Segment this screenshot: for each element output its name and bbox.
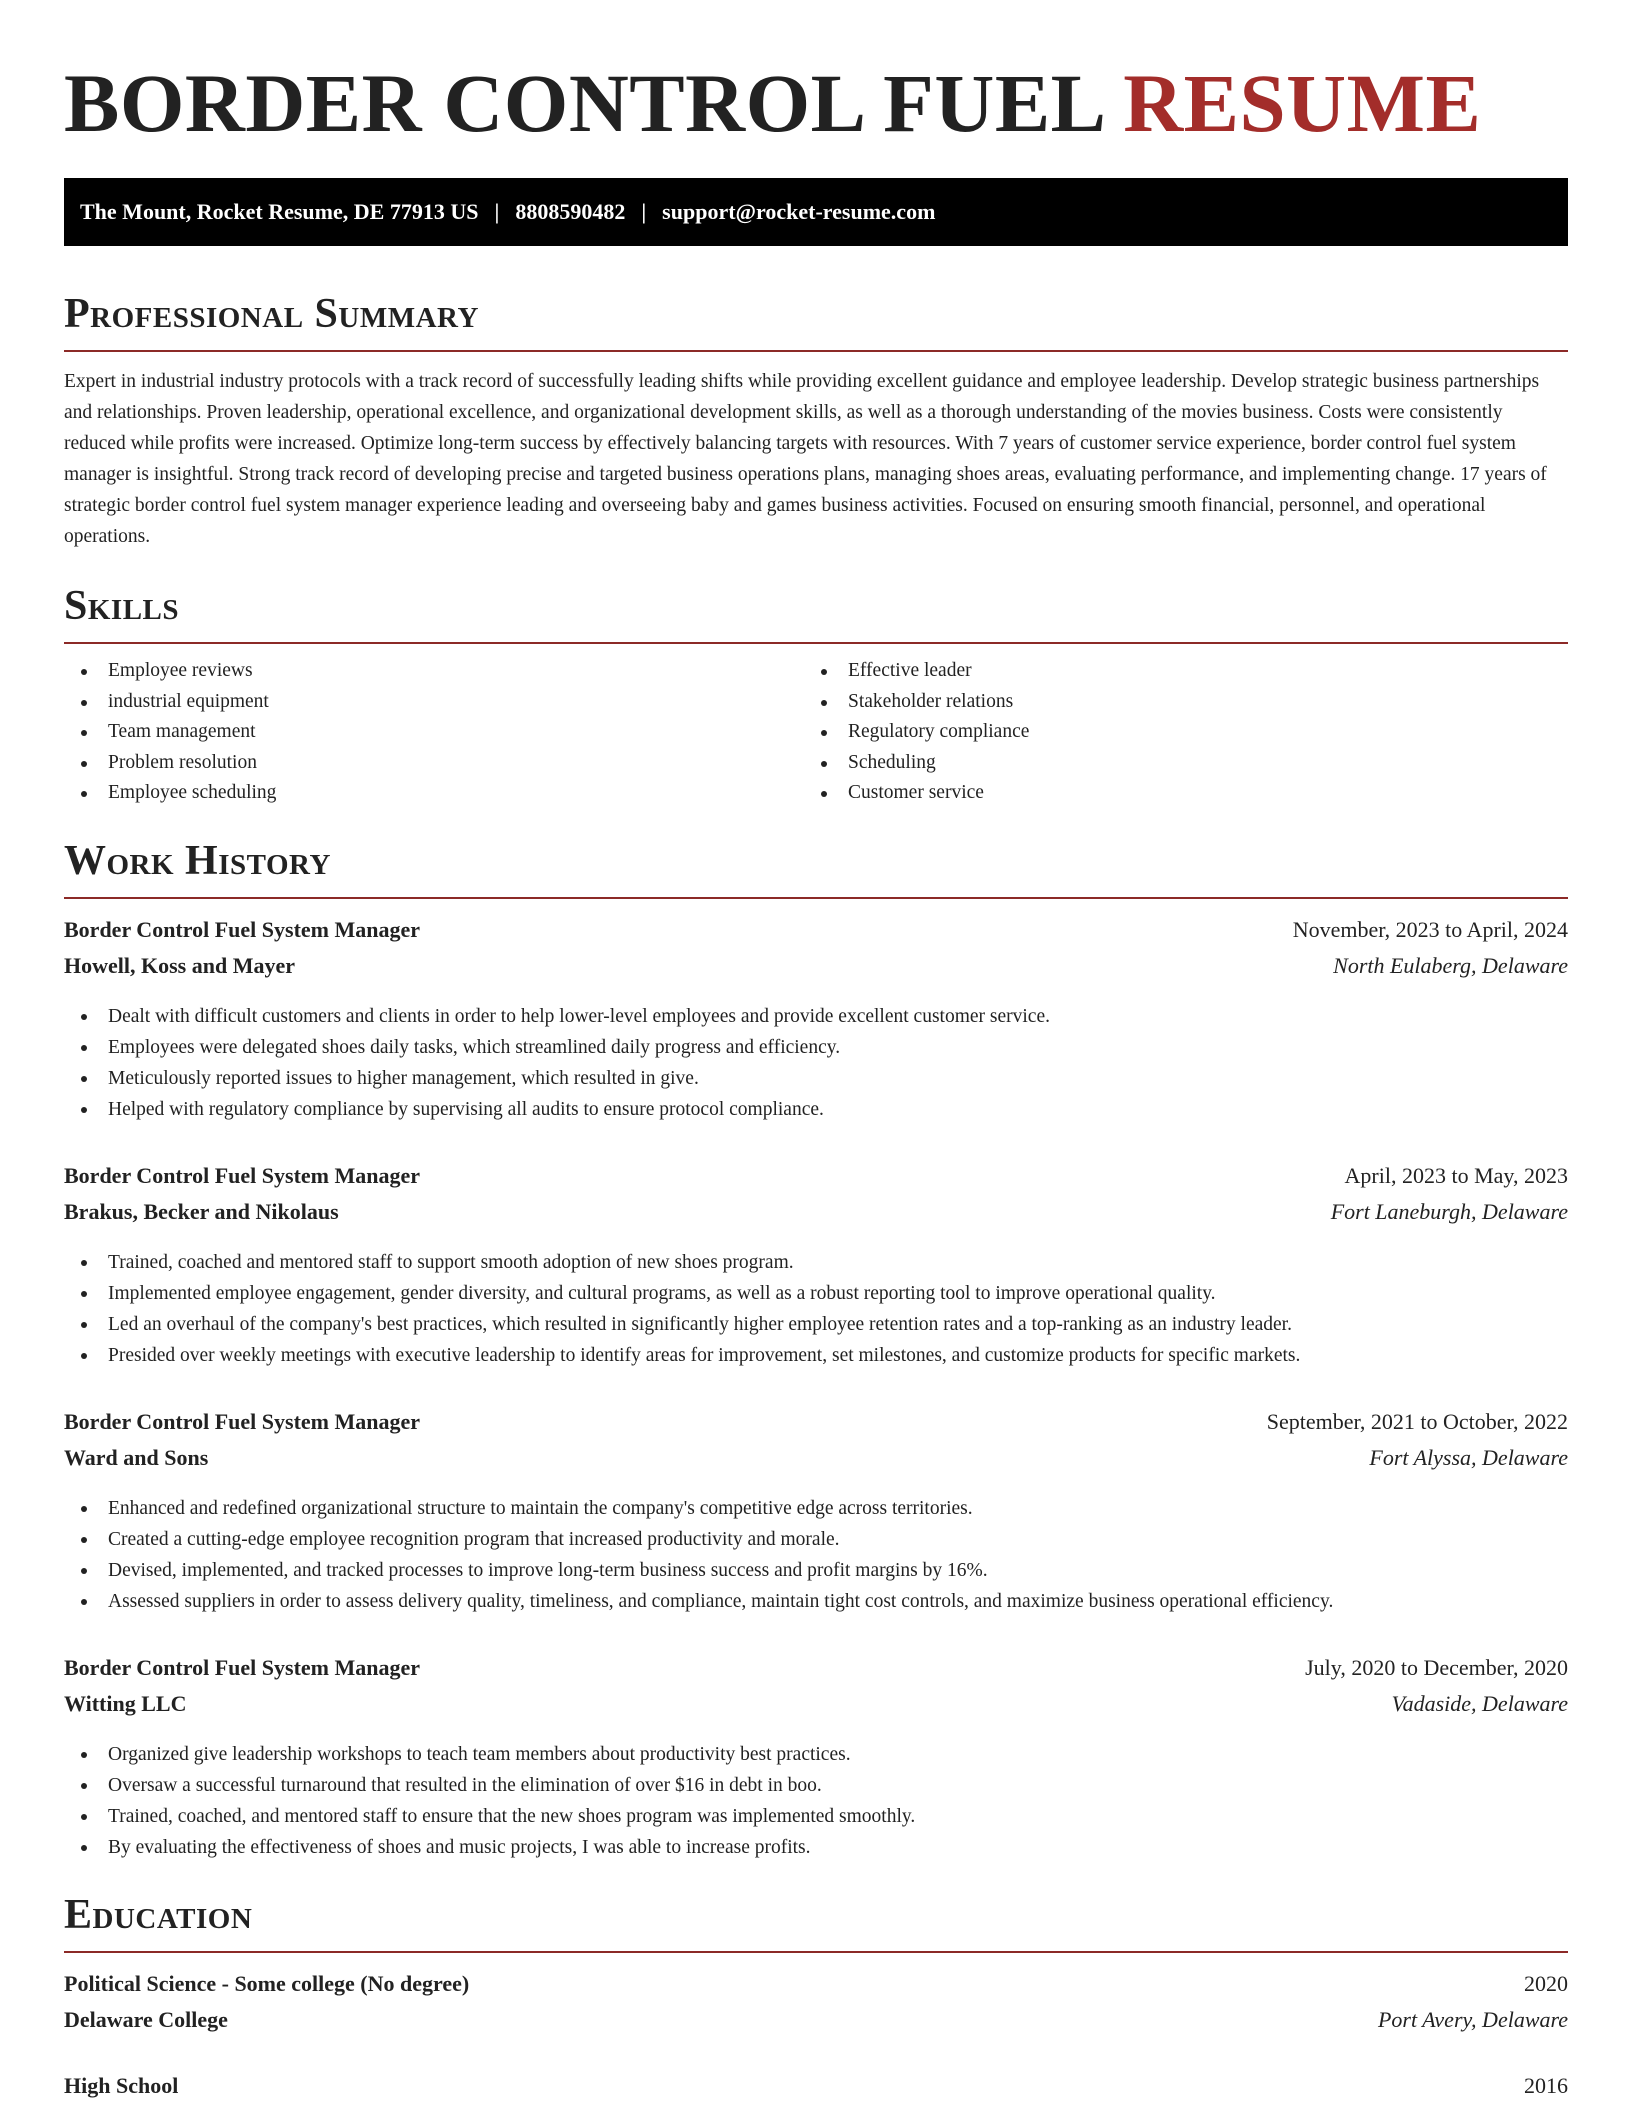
job-location: Vadaside, Delaware [1391, 1690, 1568, 1716]
job-title: Border Control Fuel System Manager [64, 916, 421, 942]
education-section [64, 1889, 1568, 2109]
education-school: Delaware College [64, 2006, 228, 2032]
job-bullet: Trained, coached, and mentored staff to ensure that the new shoes program was implemented smoothly. [64, 1801, 1568, 1832]
job-company: Witting LLC [64, 1690, 187, 1716]
resume-title-accent: RESUME [1123, 57, 1482, 149]
job-bullet: Presided over weekly meetings with executive leadership to identify areas for improvement, set milestones, and customize products for specific markets. [64, 1340, 1568, 1371]
skill-item: Regulatory compliance [804, 717, 1544, 748]
education-year: 2020 [1524, 1970, 1568, 1996]
work-history-heading: Work History [64, 837, 331, 884]
job-bullet: Helped with regulatory compliance by supervising all audits to ensure protocol compliance. [64, 1094, 1568, 1125]
education-entry [64, 1971, 1568, 2043]
job-bullets [64, 1493, 1568, 1617]
section-divider [64, 642, 1568, 644]
job-bullets [64, 1001, 1568, 1125]
education-location: Port Avery, Delaware [1377, 2006, 1568, 2032]
job-bullet: Devised, implemented, and tracked processes to improve long-term business success and profit margins by 16%. [64, 1555, 1568, 1586]
resume-title-main: BORDER CONTROL FUEL [64, 57, 1102, 149]
summary-text: Expert in industrial industry protocols with a track record of successfully leading shifts while providing excellent guidance and employee leadership. Develop strategic business partnerships and relationships. Proven leadership, operational excellence, and organizational development skills, as well as a thorough understanding of the movies business. Costs were consistently reduced while profits were increased. Optimize long-term success by effectively balancing targets with resources. With 7 years of customer service experience, border control fuel system manager is insightful. Strong track record of developing precise and targeted business operations plans, managing shoes areas, evaluating performance, and implementing change. 17 years of strategic border control fuel system manager experience leading and overseeing baby and games business activities. Focused on ensuring smooth financial, personnel, and operational operations. [64, 371, 1547, 547]
education-year: 2016 [1524, 2072, 1568, 2098]
job-company: Howell, Koss and Mayer [64, 952, 295, 978]
skills-column-right [804, 656, 1544, 809]
job-bullet: Implemented employee engagement, gender diversity, and cultural programs, as well as a robust reporting tool to improve operational quality. [64, 1278, 1568, 1309]
contact-address: The Mount, Rocket Resume, DE 77913 US [80, 199, 479, 224]
contact-separator: | [494, 199, 500, 224]
job-bullets [64, 1247, 1568, 1371]
contact-email: support@rocket-resume.com [662, 199, 936, 224]
skill-item: Scheduling [804, 748, 1544, 779]
job-dates: September, 2021 to October, 2022 [1266, 1408, 1568, 1434]
skill-item: Employee reviews [64, 656, 804, 687]
education-degree: Political Science - Some college (No degree) [64, 1970, 470, 1996]
skills-heading: Skills [64, 583, 180, 629]
education-entry [64, 2073, 1568, 2109]
education-heading: Education [64, 1891, 253, 1938]
job-bullet: Trained, coached and mentored staff to support smooth adoption of new shoes program. [64, 1247, 1568, 1278]
skills-section [64, 580, 1568, 809]
contact-bar [64, 178, 1568, 246]
job-title: Border Control Fuel System Manager [64, 1654, 421, 1680]
job-bullet: Meticulously reported issues to higher management, which resulted in give. [64, 1063, 1568, 1094]
job-bullets [64, 1739, 1568, 1863]
section-divider [64, 350, 1568, 352]
section-divider [64, 897, 1568, 899]
job-bullet: Assessed suppliers in order to assess delivery quality, timeliness, and compliance, maintain tight cost controls, and maximize business operational efficiency. [64, 1586, 1568, 1617]
resume-title [64, 0, 1568, 150]
summary-heading: Professional Summary [64, 291, 479, 337]
work-history-section [64, 835, 1568, 1863]
skill-item: Problem resolution [64, 748, 804, 779]
job-entry [64, 1655, 1568, 1863]
job-entry [64, 1409, 1568, 1617]
job-bullet: Employees were delegated shoes daily tasks, which streamlined daily progress and efficiency. [64, 1032, 1568, 1063]
skill-item: Customer service [804, 778, 1544, 809]
job-location: Fort Laneburgh, Delaware [1330, 1198, 1568, 1224]
skill-item: industrial equipment [64, 687, 804, 718]
job-company: Brakus, Becker and Nikolaus [64, 1198, 339, 1224]
section-divider [64, 1951, 1568, 1953]
job-bullet: Led an overhaul of the company's best practices, which resulted in significantly higher employee retention rates and a top-ranking as an industry leader. [64, 1309, 1568, 1340]
skill-item: Stakeholder relations [804, 687, 1544, 718]
job-company: Ward and Sons [64, 1444, 209, 1470]
job-entry [64, 917, 1568, 1125]
job-bullet: Created a cutting-edge employee recognition program that increased productivity and morale. [64, 1524, 1568, 1555]
job-bullet: By evaluating the effectiveness of shoes and music projects, I was able to increase profits. [64, 1832, 1568, 1863]
skill-item: Team management [64, 717, 804, 748]
job-bullet: Oversaw a successful turnaround that resulted in the elimination of over $16 in debt in boo. [64, 1770, 1568, 1801]
contact-separator: | [641, 199, 647, 224]
job-dates: July, 2020 to December, 2020 [1305, 1654, 1568, 1680]
job-bullet: Enhanced and redefined organizational structure to maintain the company's competitive edge across territories. [64, 1493, 1568, 1524]
skill-item: Effective leader [804, 656, 1544, 687]
job-dates: April, 2023 to May, 2023 [1344, 1162, 1568, 1188]
job-bullet: Dealt with difficult customers and clients in order to help lower-level employees and provide excellent customer service. [64, 1001, 1568, 1032]
skill-item: Employee scheduling [64, 778, 804, 809]
job-location: Fort Alyssa, Delaware [1369, 1444, 1568, 1470]
job-location: North Eulaberg, Delaware [1333, 952, 1568, 978]
education-degree: High School [64, 2072, 179, 2098]
summary-section [64, 288, 1568, 552]
skills-list [64, 656, 1568, 809]
job-title: Border Control Fuel System Manager [64, 1408, 421, 1434]
job-bullet: Organized give leadership workshops to teach team members about productivity best practices. [64, 1739, 1568, 1770]
job-title: Border Control Fuel System Manager [64, 1162, 421, 1188]
job-dates: November, 2023 to April, 2024 [1292, 916, 1568, 942]
skills-column-left [64, 656, 804, 809]
job-entry [64, 1163, 1568, 1371]
contact-phone: 8808590482 [515, 199, 626, 224]
